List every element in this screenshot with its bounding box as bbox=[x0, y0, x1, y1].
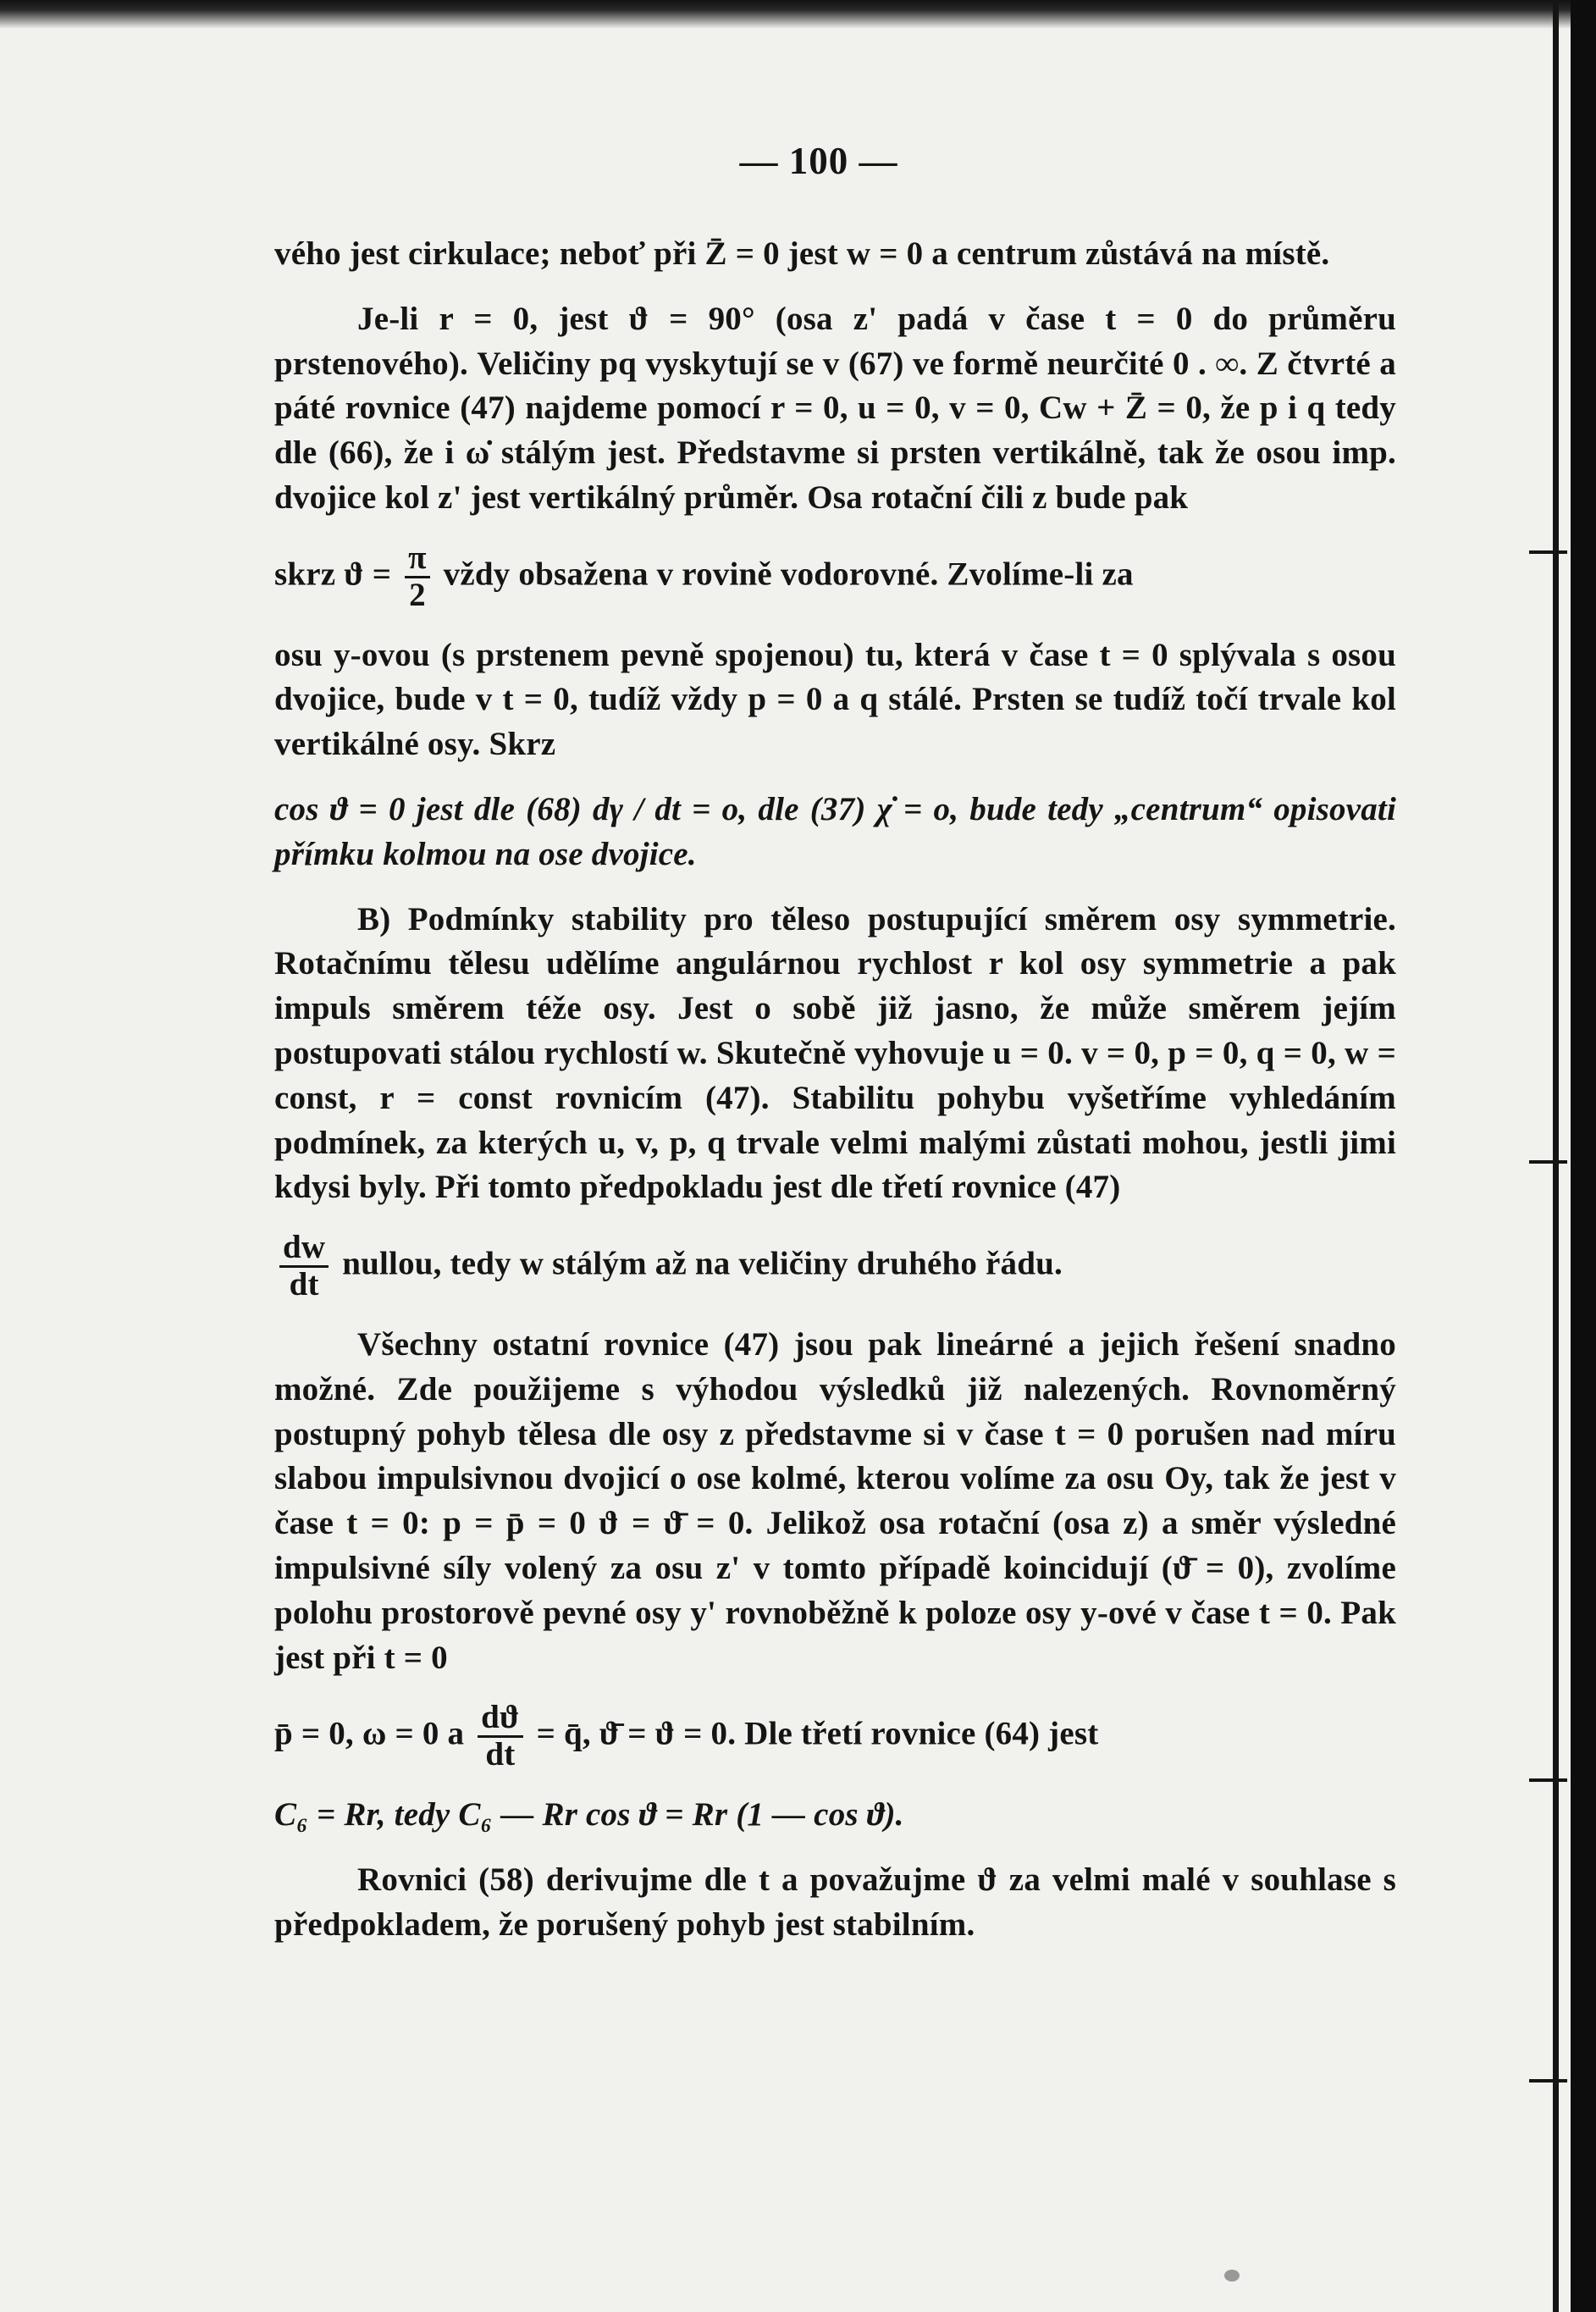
fraction-numerator: dw bbox=[279, 1231, 329, 1268]
paragraph-stability: B) Podmínky stability pro těleso postupující směrem osy symmetrie. Rotačnímu tělesu udělíme angulárnou rychlost r kol osy symmetrie a pak impuls směrem téže osy. Jest o sobě již jasno, že může směrem jejím postupovati stálou rychlostí w. Skutečně vyhovuje u = 0. v = 0, p = 0, q = 0, w = const, r = const rovnicím (47). Stabilitu pohybu vyšetříme vyhledáním podmínek, za kterých u, v, p, q trvale velmi malými zůstati mohou, jestli jimi kdysi byly. Při tomto předpokladu jest dle třetí rovnice (47) bbox=[274, 900, 1396, 1206]
pi-over-two-fraction bbox=[405, 541, 430, 613]
paragraph-intro: vého jest cirkulace; neboť při Z̄ = 0 jest w = 0 a centrum zůstává na místě. bbox=[274, 235, 1330, 272]
paragraph-je-li: Je-li r = 0, jest ϑ = 90° (osa z' padá v čase t = 0 do průměru prstenového). Veličiny pq vyskytují se v (67) ve formě neurčité 0 . ∞. Z čtvrté a páté rovnice (47) najdeme pomocí r = 0, u = 0, v = 0, Cw + Z̄ = 0, že p i q tedy dle (66), že i ω̇ stálým jest. Představme si prsten vertikálně, tak že osou imp. dvojice kol z' jest vertikálný průměr. Osa rotační čili z bude pak bbox=[274, 300, 1396, 516]
c6-formula-line: C₆ = Rr, tedy C₆ — Rr cos ϑ = Rr (1 — cos ϑ). bbox=[274, 1796, 904, 1834]
document-body bbox=[274, 232, 1396, 1948]
page-number: — 100 — bbox=[739, 140, 898, 182]
fraction-numerator: π bbox=[405, 541, 430, 578]
p-bar-prefix: p̄ = 0, ω = 0 a bbox=[274, 1715, 473, 1752]
paragraph-rovnici: Rovnici (58) derivujme dle t a považujme ϑ za velmi malé v souhlase s předpokladem, že porušený pohyb jest stabilním. bbox=[274, 1861, 1396, 1943]
paragraph-osu-y: osu y-ovou (s prstenem pevně spojenou) tu, která v čase t = 0 splývala s osou dvojice, bude v t = 0, tudíž vždy p = 0 a q stálé. Prsten se tudíž točí trvale kol vertikálné osy. Skrz bbox=[274, 636, 1396, 763]
fraction-denominator: dt bbox=[289, 1266, 319, 1303]
skrz-prefix: skrz ϑ = bbox=[274, 556, 400, 593]
p-bar-suffix: = q̄, ϑ̄ = ϑ = 0. Dle třetí rovnice (64) jest bbox=[536, 1715, 1099, 1752]
skrz-suffix: vždy obsažena v rovině vodorovné. Zvolíme-li za bbox=[443, 556, 1134, 593]
paragraph-vsechny: Všechny ostatní rovnice (47) jsou pak lineárné a jejich řešení snadno možné. Zde použijeme s výhodou výsledků již nalezených. Rovnoměrný postupný pohyb tělesa dle osy z představme si v čase t = 0 porušen nad míru slabou impulsivnou dvojicí o ose kolmé, kterou volíme za osu Oy, tak že jest v čase t = 0: p = p̄ = 0 ϑ = ϑ̄ = 0. Jelikož osa rotační (osa z) a směr výsledné impulsivné síly volený za osu z' v tomto případě koincidují (ϑ̄ = 0), zvolíme polohu prostorově pevné osy y' rovnoběžně k poloze osy y-ové v čase t = 0. Pak jest při t = 0 bbox=[274, 1326, 1396, 1676]
scan-vertical-line bbox=[1553, 0, 1559, 2312]
scan-tick-mark bbox=[1529, 2079, 1567, 2082]
dtheta-dt-fraction bbox=[478, 1701, 522, 1773]
fraction-denominator: dt bbox=[485, 1736, 516, 1773]
dw-dt-fraction bbox=[279, 1231, 329, 1303]
cos-theta-line: cos ϑ = 0 jest dle (68) dγ / dt = o, dle (37) χ̇ = o, bude tedy „centrum“ opisovati přímku kolmou na ose dvojice. bbox=[274, 791, 1396, 872]
scan-speck bbox=[1224, 2270, 1240, 2282]
skrz-formula-line bbox=[274, 541, 1396, 613]
scan-tick-mark bbox=[1529, 1778, 1567, 1782]
dw-dt-line bbox=[274, 1231, 1396, 1303]
dw-dt-suffix: nullou, tedy w stálým až na veličiny druhého řádu. bbox=[342, 1245, 1063, 1282]
scan-tick-mark bbox=[1529, 550, 1567, 554]
p-bar-formula-line bbox=[274, 1701, 1396, 1773]
scan-tick-mark bbox=[1529, 1160, 1567, 1164]
fraction-numerator: dϑ bbox=[478, 1701, 522, 1738]
fraction-denominator: 2 bbox=[409, 576, 426, 613]
scan-right-edge bbox=[1571, 0, 1596, 2312]
